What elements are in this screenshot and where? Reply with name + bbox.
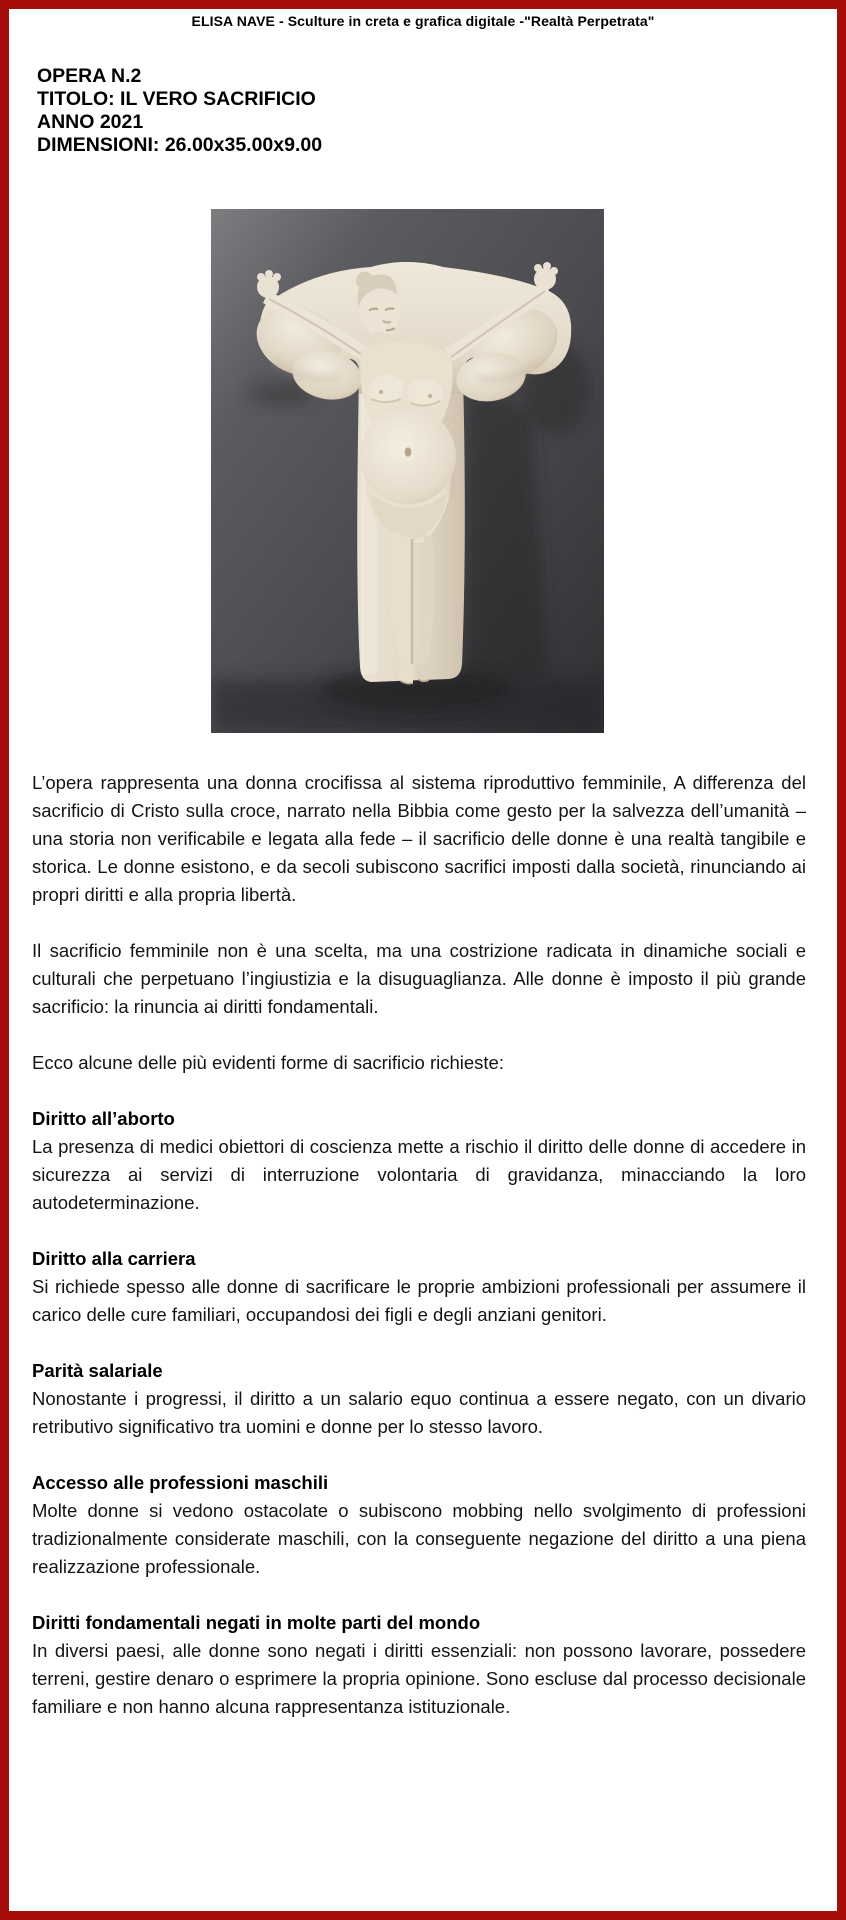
section-heading: Diritto all’aborto [32,1108,175,1129]
section-diritti-negati [32,1609,806,1721]
section-diritto-aborto [32,1105,806,1217]
artwork-description [32,769,806,1721]
artwork-year: ANNO 2021 [37,111,144,133]
section-accesso-professioni [32,1469,806,1581]
section-parita-salariale [32,1357,806,1441]
description-paragraph: Il sacrificio femminile non è una scelta, ma una costrizione radicata in dinamiche sociali e culturali che perpetuano l’ingiustizia e la disuguaglianza. Alle donne è imposto il più grande sacrificio: la rinuncia ai diritti fondamentali. [32,940,806,1017]
section-heading: Accesso alle professioni maschili [32,1472,329,1493]
artwork-title: TITOLO: IL VERO SACRIFICIO [37,88,316,110]
section-text: Nonostante i progressi, il diritto a un salario equo continua a essere negato, con un divario retributivo significativo tra uomini e donne per lo stesso lavoro. [32,1388,806,1437]
artwork-metadata [37,65,837,157]
section-heading: Parità salariale [32,1360,163,1381]
description-paragraph: L’opera rappresenta una donna crocifissa al sistema riproduttivo femminile, A differenza del sacrificio di Cristo sulla croce, narrato nella Bibbia come gesto per la salvezza dell’umanità – una storia non verificabile e legata alla fede – il sacrificio delle donne è una realtà tangibile e storica. Le donne esistono, e da secoli subiscono sacrifici imposti dalla società, rinunciando ai propri diritti e alla propria libertà. [32,772,806,905]
sculpture-photo [211,209,604,733]
artwork-number: OPERA N.2 [37,65,142,87]
section-heading: Diritti fondamentali negati in molte parti del mondo [32,1612,481,1633]
section-text: Si richiede spesso alle donne di sacrificare le proprie ambizioni professionali per assumere il carico delle cure familiari, occupandosi dei figli e degli anziani genitori. [32,1276,806,1325]
sculpture-illustration [211,209,604,733]
artwork-dimensions: DIMENSIONI: 26.00x35.00x9.00 [37,134,323,156]
section-text: In diversi paesi, alle donne sono negati i diritti essenziali: non possono lavorare, possedere terreni, gestire denaro o esprimere la propria opinione. Sono escluse dal processo decisionale familiare e non hanno alcuna rappresentanza istituzionale. [32,1640,806,1717]
section-text: Molte donne si vedono ostacolate o subiscono mobbing nello svolgimento di professioni tradizionalmente considerate maschili, con la conseguente negazione del diritto a una piena realizzazione professionale. [32,1500,806,1577]
sacrifice-list-intro: Ecco alcune delle più evidenti forme di sacrificio richieste: [32,1052,504,1073]
section-text: La presenza di medici obiettori di coscienza mette a rischio il diritto delle donne di accedere in sicurezza ai servizi di interruzione volontaria di gravidanza, minacciando la loro autodeterminazione. [32,1136,806,1213]
page-title: ELISA NAVE - Sculture in creta e grafica digitale -"Realtà Perpetrata" [191,13,655,29]
section-diritto-carriera [32,1245,806,1329]
section-heading: Diritto alla carriera [32,1248,196,1269]
